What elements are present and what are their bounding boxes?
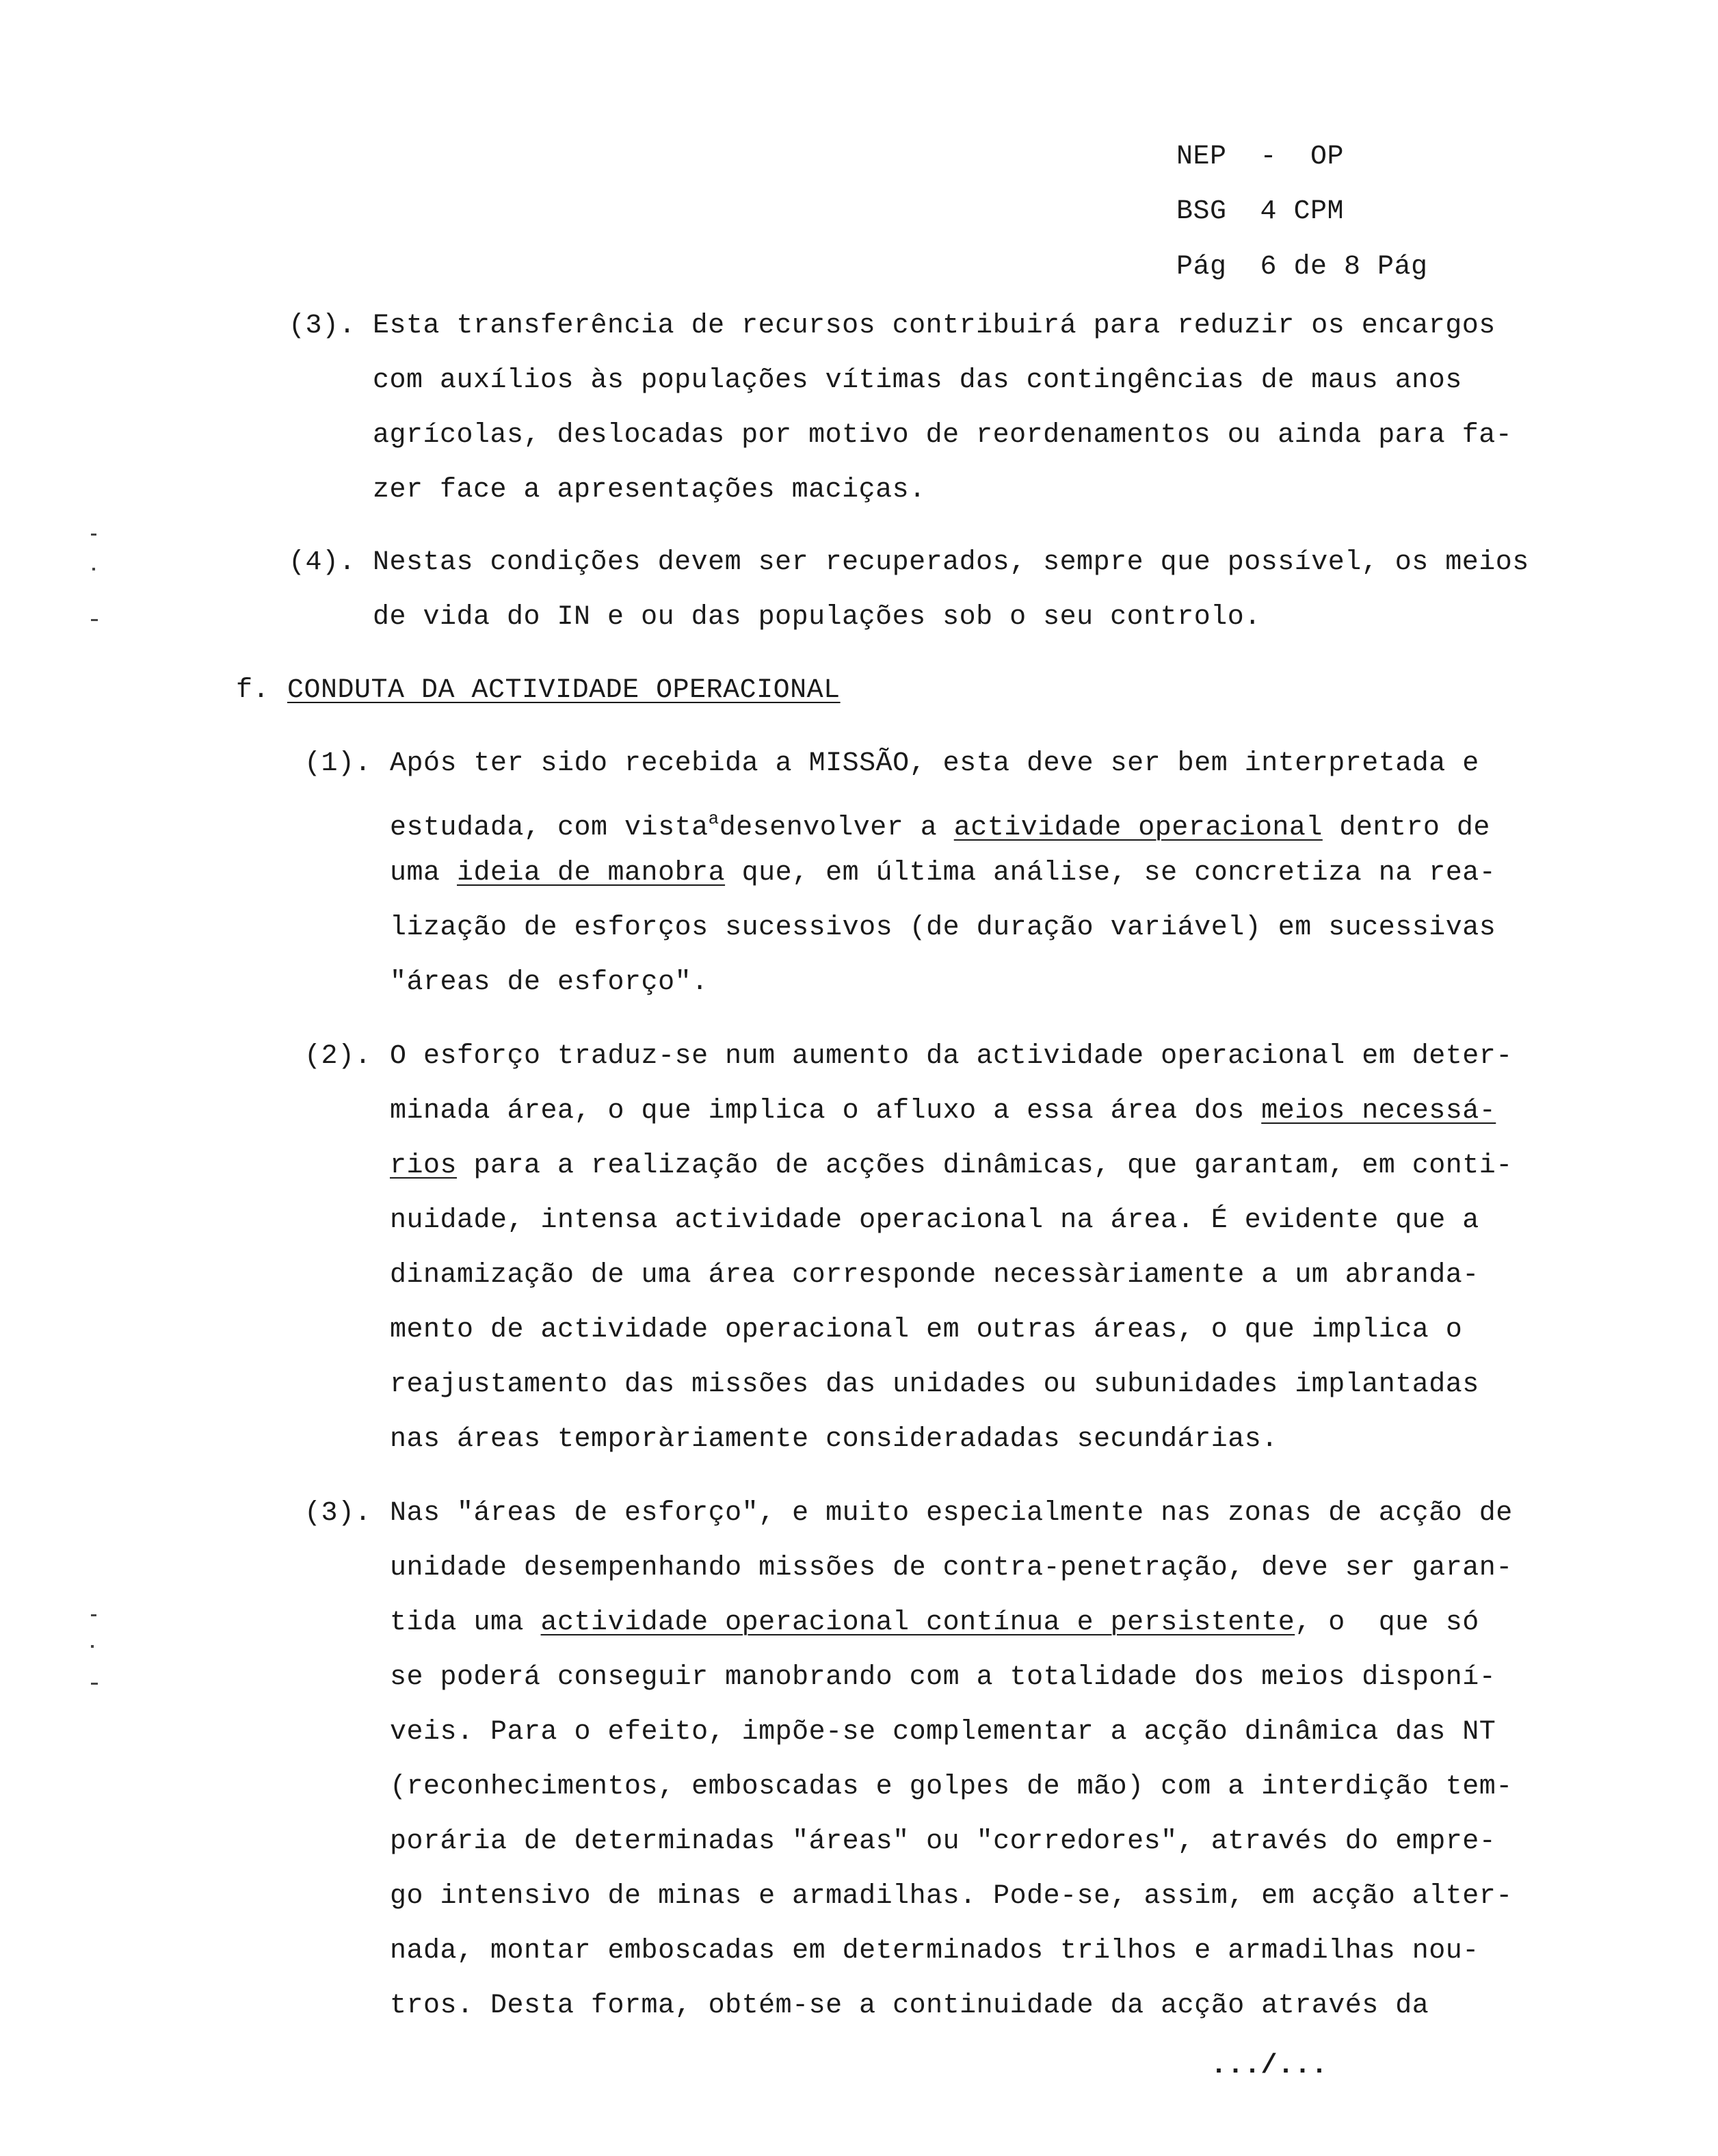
- para-f1-line-4: lização de esforços sucessivos (de duração variável) em sucessivas: [390, 912, 1496, 943]
- para-f1-line-5: "áreas de esforço".: [390, 967, 709, 998]
- para-f3-line-7: porária de determinadas "áreas" ou "corredores", através do empre-: [390, 1826, 1496, 1857]
- para-f2-line-4: nuidade, intensa actividade operacional na área. É evidente que a: [390, 1205, 1479, 1236]
- para-f2-line-3-end: para a realização de acções dinâmicas, que garantam, em conti-: [457, 1151, 1513, 1181]
- para-f3-number: (3).: [304, 1498, 372, 1529]
- margin-mark: [91, 534, 96, 536]
- para-e3-number: (3).: [289, 311, 356, 341]
- para-f1-underline-actividade: actividade operacional: [953, 813, 1323, 843]
- para-f1-line-2-sup: a: [708, 808, 719, 829]
- para-f3-line-9: nada, montar emboscadas em determinados trilhos e armadilhas nou-: [390, 1936, 1479, 1967]
- para-f3-line-1: Nas "áreas de esforço", e muito especialmente nas zonas de acção de: [390, 1498, 1513, 1529]
- para-f2-line-2-start: minada área, o que implica o afluxo a essa área dos: [390, 1096, 1262, 1127]
- para-f3-line-10: tros. Desta forma, obtém-se a continuidade da acção através da: [390, 1990, 1429, 2021]
- header-page-number: Pág 6 de 8 Pág: [1176, 252, 1428, 282]
- para-f1-line-2-start: estudada, com vista: [390, 813, 709, 843]
- para-f1-line-2-end: dentro de: [1322, 813, 1490, 843]
- para-f2-underline-rios: rios: [390, 1151, 458, 1181]
- para-e4-line-2: de vida do IN e ou das populações sob o seu controlo.: [373, 602, 1261, 633]
- margin-mark: [92, 568, 95, 570]
- para-f1-line-3: [390, 856, 1496, 891]
- para-f1-underline-manobra: ideia de manobra: [457, 858, 726, 889]
- para-f1-number: (1).: [304, 748, 372, 779]
- header-doc-ref: NEP - OP: [1176, 142, 1345, 172]
- para-e4-line-1: Nestas condições devem ser recuperados, sempre que possível, os meios: [373, 547, 1529, 578]
- para-f2-line-8: nas áreas temporàriamente consideradadas secundárias.: [390, 1424, 1278, 1455]
- section-f-letter: f.: [236, 675, 270, 706]
- para-f2-line-2: [390, 1094, 1496, 1129]
- para-f3-line-8: go intensivo de minas e armadilhas. Pode-se, assim, em acção alter-: [390, 1881, 1513, 1912]
- para-f1-line-1: Após ter sido recebida a MISSÃO, esta deve ser bem interpretada e: [390, 748, 1479, 779]
- para-e3-line-3: agrícolas, deslocadas por motivo de reordenamentos ou ainda para fa-: [373, 420, 1513, 451]
- para-f1-line-2: [390, 802, 1490, 845]
- para-f2-line-1: O esforço traduz-se num aumento da actividade operacional em deter-: [390, 1041, 1513, 1072]
- para-f1-line-2-mid: desenvolver a: [719, 813, 954, 843]
- margin-mark: [91, 1683, 98, 1685]
- para-f3-line-5: veis. Para o efeito, impõe-se complementar a acção dinâmica das NT: [390, 1717, 1496, 1748]
- margin-mark: [91, 619, 98, 621]
- para-e3-line-4: zer face a apresentações maciças.: [373, 475, 926, 505]
- para-f2-line-3: [390, 1149, 1513, 1183]
- para-f3-line-4: se poderá conseguir manobrando com a totalidade dos meios disponí-: [390, 1662, 1496, 1693]
- para-f2-line-5: dinamização de uma área corresponde necessàriamente a um abranda-: [390, 1260, 1479, 1291]
- para-f1-line-3-start: uma: [390, 858, 458, 889]
- para-f1-line-3-end: que, em última análise, se concretiza na rea-: [725, 858, 1496, 889]
- para-e3-line-1: Esta transferência de recursos contribuirá para reduzir os encargos: [373, 311, 1496, 341]
- para-f3-line-6: (reconhecimentos, emboscadas e golpes de mão) com a interdição tem-: [390, 1772, 1513, 1802]
- para-f2-line-6: mento de actividade operacional em outras áreas, o que implica o: [390, 1315, 1463, 1345]
- margin-mark: [91, 1614, 96, 1616]
- para-f3-line-3-end: , o que só: [1295, 1607, 1479, 1638]
- para-f2-number: (2).: [304, 1041, 372, 1072]
- para-f3-line-2: unidade desempenhando missões de contra-penetração, deve ser garan-: [390, 1553, 1513, 1583]
- para-f2-line-7: reajustamento das missões das unidades ou subunidades implantadas: [390, 1369, 1479, 1400]
- para-e4-number: (4).: [289, 547, 356, 578]
- para-f2-underline-meios: meios necessá-: [1261, 1096, 1496, 1127]
- header-unit: BSG 4 CPM: [1176, 196, 1345, 227]
- para-e3-line-2: com auxílios às populações vítimas das contingências de maus anos: [373, 365, 1462, 396]
- para-f3-underline-continua: actividade operacional contínua e persistente: [540, 1607, 1295, 1638]
- section-f-title: CONDUTA DA ACTIVIDADE OPERACIONAL: [287, 675, 841, 706]
- para-f3-line-3-start: tida uma: [390, 1607, 541, 1638]
- para-f3-line-3: [390, 1606, 1479, 1640]
- continuation-marker: .../...: [1211, 2051, 1328, 2081]
- margin-mark: [91, 1645, 94, 1648]
